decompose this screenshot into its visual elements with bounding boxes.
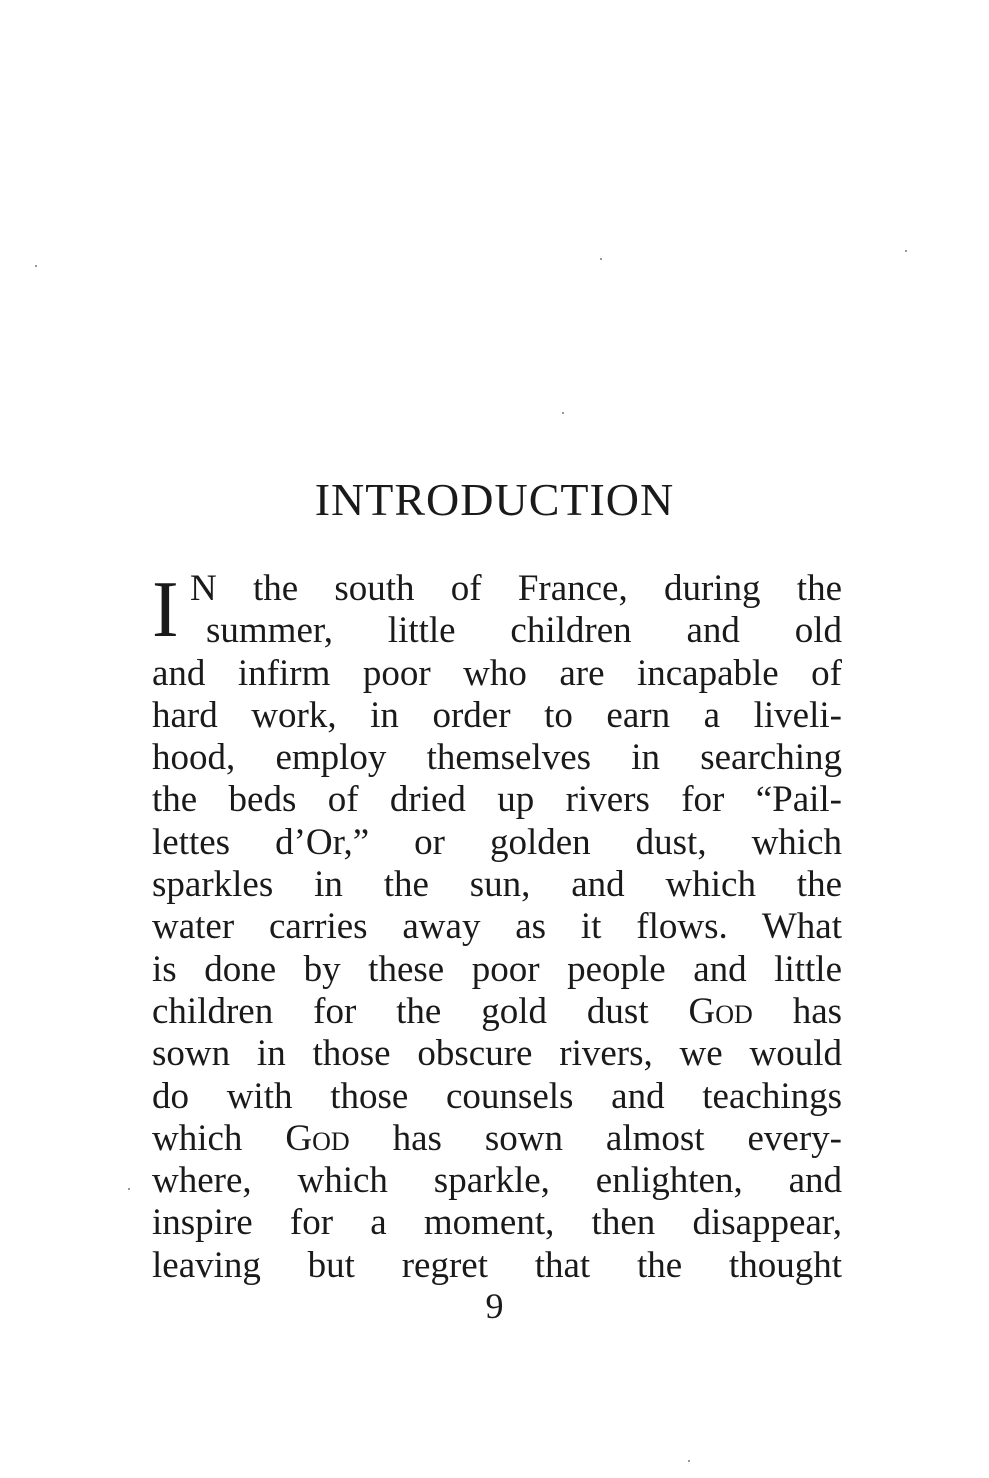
line-text: which	[152, 1117, 243, 1159]
text-line	[152, 991, 842, 1033]
text-line: sparkles in the sun, and which the	[152, 864, 842, 906]
text-line: where, which sparkle, enlighten, and	[152, 1160, 842, 1202]
text-line	[152, 610, 842, 652]
text-line: is done by these poor people and little	[152, 948, 842, 990]
scan-speck	[600, 258, 602, 260]
drop-cap: I	[152, 566, 179, 654]
scan-speck	[35, 265, 37, 267]
line-text: has sown almost every-	[392, 1117, 842, 1159]
scan-speck	[905, 250, 907, 252]
body-text	[152, 568, 842, 1287]
text-line: the beds of dried up rivers for “Pail-	[152, 779, 842, 821]
text-line: sown in those obscure rivers, we would	[152, 1033, 842, 1075]
chapter-title: INTRODUCTION	[314, 474, 675, 525]
text-line: water carries away as it flows. What	[152, 906, 842, 948]
line-text: children for the gold dust	[152, 990, 649, 1032]
page-number: 9	[485, 1286, 504, 1326]
scan-speck	[128, 1188, 130, 1190]
scan-speck	[562, 412, 564, 414]
text-line: inspire for a moment, then disappear,	[152, 1202, 842, 1244]
scan-speck	[688, 1460, 690, 1462]
god-word: God	[285, 1117, 350, 1159]
text-line: do with those counsels and teachings	[152, 1075, 842, 1117]
text-line: lettes d’Or,” or golden dust, which	[152, 821, 842, 863]
line-text: N the south of France, during the	[190, 568, 842, 609]
text-line: hood, employ themselves in searching	[152, 737, 842, 779]
line-text: has	[792, 990, 843, 1032]
god-word: God	[688, 990, 753, 1032]
text-line: leaving but regret that the thought	[152, 1244, 842, 1286]
text-line: and infirm poor who are incapable of	[152, 652, 842, 694]
line-text: summer, little children and old	[206, 610, 842, 652]
text-line: hard work, in order to earn a liveli-	[152, 694, 842, 736]
text-line	[152, 1118, 842, 1160]
